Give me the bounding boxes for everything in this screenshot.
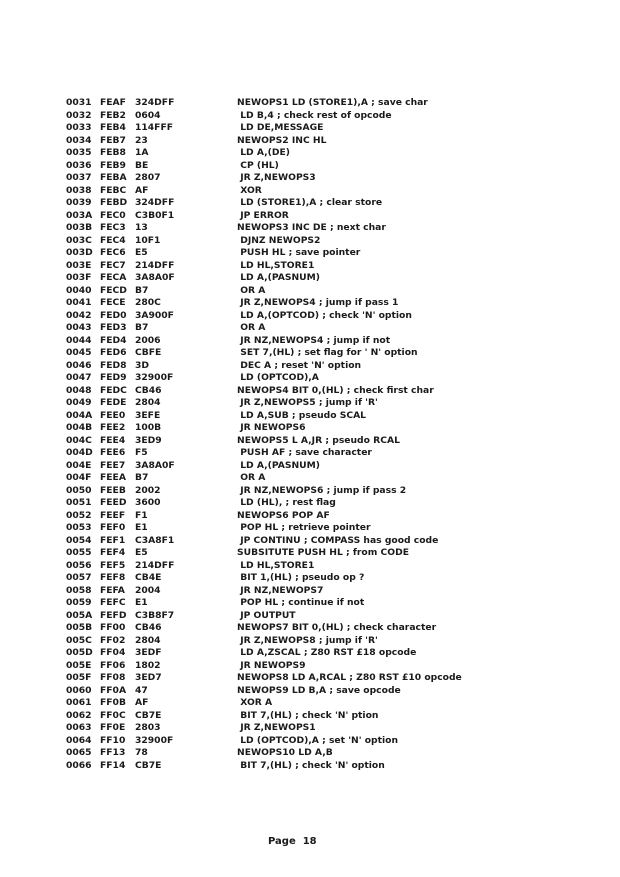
machine-code: 23: [135, 134, 148, 146]
address: FEF4: [100, 547, 126, 558]
line-number: 0045: [66, 347, 92, 358]
line-number: 005A: [66, 609, 93, 621]
listing-line: [66, 285, 546, 298]
listing-line: [66, 260, 546, 273]
address: FEBA: [100, 172, 127, 183]
source-statement: NEWOPS1 LD (STORE1),A ; save char: [237, 97, 428, 108]
source-statement: XOR: [237, 184, 262, 196]
machine-code: B7: [135, 322, 149, 333]
machine-code: 214DFF: [135, 559, 175, 571]
source-statement: JR Z,NEWOPS4 ; jump if pass 1: [237, 297, 399, 308]
address: FF06: [100, 659, 126, 671]
source-statement: PUSH HL ; save pointer: [237, 247, 361, 258]
machine-code: 2004: [135, 584, 161, 596]
line-number: 0058: [66, 584, 92, 596]
listing-line: [66, 297, 546, 310]
machine-code: 3600: [135, 497, 161, 508]
listing-line: [66, 247, 546, 260]
address: FED9: [100, 372, 127, 383]
machine-code: 47: [135, 684, 148, 696]
line-number: 004E: [66, 459, 92, 471]
line-number: 0034: [66, 134, 92, 146]
line-number: 0035: [66, 147, 92, 158]
source-statement: JR NZ,NEWOPS4 ; jump if not: [237, 334, 391, 346]
source-statement: CP (HL): [237, 159, 279, 171]
address: FEE4: [100, 434, 126, 446]
line-number: 0059: [66, 597, 92, 608]
line-number: 0036: [66, 159, 92, 171]
line-number: 0056: [66, 559, 92, 571]
line-number: 0047: [66, 372, 92, 383]
source-statement: LD (OPTCOD),A ; set 'N' option: [237, 734, 399, 746]
line-number: 004A: [66, 409, 93, 421]
machine-code: CB4E: [135, 572, 162, 583]
address: FEC0: [100, 209, 126, 221]
source-statement: NEWOPS10 LD A,B: [237, 747, 333, 758]
source-statement: JR Z,NEWOPS3: [237, 172, 316, 183]
address: FEEA: [100, 472, 126, 483]
listing-line: [66, 622, 546, 635]
address: FEB2: [100, 109, 126, 121]
line-number: 003A: [66, 209, 93, 221]
line-number: 005B: [66, 622, 93, 633]
listing-line: [66, 472, 546, 485]
line-number: 004D: [66, 447, 93, 458]
source-statement: LD A,(DE): [237, 147, 290, 158]
source-statement: LD HL,STORE1: [237, 559, 315, 571]
listing-line: [66, 272, 546, 285]
address: FF08: [100, 672, 126, 683]
machine-code: 78: [135, 747, 148, 758]
listing-line: [66, 710, 546, 723]
machine-code: 3EFE: [135, 409, 161, 421]
source-statement: SET 7,(HL) ; set flag for ' N' option: [237, 347, 418, 358]
machine-code: CB46: [135, 384, 162, 396]
address: FEE0: [100, 409, 126, 421]
address: FED8: [100, 359, 127, 371]
listing-line: [66, 722, 546, 735]
listing-line: [66, 172, 546, 185]
source-statement: JR NZ,NEWOPS6 ; jump if pass 2: [237, 484, 407, 496]
line-number: 0041: [66, 297, 92, 308]
page-number: Page 18: [268, 836, 317, 847]
address: FEF1: [100, 534, 126, 546]
listing-line: [66, 647, 546, 660]
machine-code: B7: [135, 284, 149, 296]
machine-code: 3D: [135, 359, 150, 371]
source-statement: NEWOPS4 BIT 0,(HL) ; check first char: [237, 384, 434, 396]
line-number: 0050: [66, 484, 92, 496]
source-statement: NEWOPS6 POP AF: [237, 509, 330, 521]
address: FED6: [100, 347, 127, 358]
address: FED3: [100, 322, 127, 333]
line-number: 0061: [66, 697, 92, 708]
source-statement: SUBSITUTE PUSH HL ; from CODE: [237, 547, 409, 558]
source-statement: LD A,ZSCAL ; Z80 RST £18 opcode: [237, 647, 417, 658]
address: FEB7: [100, 134, 126, 146]
source-statement: JR NZ,NEWOPS7: [237, 584, 324, 596]
address: FECA: [100, 272, 127, 283]
address: FEB9: [100, 159, 126, 171]
address: FEB4: [100, 122, 126, 133]
machine-code: 2804: [135, 397, 161, 408]
machine-code: 2807: [135, 172, 161, 183]
address: FEBD: [100, 197, 128, 208]
machine-code: BE: [135, 159, 149, 171]
machine-code: 10F1: [135, 234, 161, 246]
listing-line: [66, 522, 546, 535]
line-number: 0052: [66, 509, 92, 521]
listing-line: [66, 585, 546, 598]
line-number: 003D: [66, 247, 93, 258]
source-statement: JP OUTPUT: [237, 609, 296, 621]
source-statement: LD (OPTCOD),A: [237, 372, 319, 383]
machine-code: CB7E: [135, 709, 162, 721]
listing-line: [66, 697, 546, 710]
address: FEEF: [100, 509, 126, 521]
address: FEC4: [100, 234, 126, 246]
machine-code: E1: [135, 522, 148, 533]
line-number: 004F: [66, 472, 92, 483]
listing-line: [66, 635, 546, 648]
line-number: 0060: [66, 684, 92, 696]
line-number: 0053: [66, 522, 92, 533]
address: FEC7: [100, 259, 126, 271]
line-number: 0066: [66, 759, 92, 771]
line-number: 0051: [66, 497, 92, 508]
source-statement: NEWOPS7 BIT 0,(HL) ; check character: [237, 622, 437, 633]
machine-code: 3A900F: [135, 309, 174, 321]
listing-line: [66, 660, 546, 673]
address: FF02: [100, 634, 126, 646]
line-number: 004B: [66, 422, 93, 433]
listing-line: [66, 760, 546, 773]
machine-code: 114FFF: [135, 122, 174, 133]
address: FEB8: [100, 147, 126, 158]
address: FF0A: [100, 684, 127, 696]
source-statement: NEWOPS8 LD A,RCAL ; Z80 RST £10 opcode: [237, 672, 462, 683]
listing-line: [66, 685, 546, 698]
address: FED0: [100, 309, 127, 321]
source-statement: LD (HL), ; rest flag: [237, 497, 336, 508]
source-statement: OR A: [237, 472, 266, 483]
machine-code: C3A8F1: [135, 534, 175, 546]
listing-line: [66, 572, 546, 585]
source-statement: JR Z,NEWOPS5 ; jump if 'R': [237, 397, 378, 408]
assembly-listing: [66, 97, 546, 772]
line-number: 0048: [66, 384, 92, 396]
address: FEDC: [100, 384, 127, 396]
machine-code: 2006: [135, 334, 161, 346]
listing-line: [66, 735, 546, 748]
machine-code: CB7E: [135, 759, 162, 771]
machine-code: 32900F: [135, 372, 174, 383]
source-statement: BIT 7,(HL) ; check 'N' option: [237, 759, 385, 771]
source-statement: PUSH AF ; save character: [237, 447, 372, 458]
address: FEDE: [100, 397, 127, 408]
source-statement: JP CONTINU ; COMPASS has good code: [237, 534, 439, 546]
address: FEAF: [100, 97, 126, 108]
source-statement: DJNZ NEWOPS2: [237, 234, 321, 246]
machine-code: 3ED9: [135, 434, 162, 446]
machine-code: C3B0F1: [135, 209, 175, 221]
machine-code: CB46: [135, 622, 162, 633]
address: FECE: [100, 297, 126, 308]
line-number: 0062: [66, 709, 92, 721]
source-statement: LD B,4 ; check rest of opcode: [237, 109, 392, 121]
listing-line: [66, 497, 546, 510]
source-statement: NEWOPS3 INC DE ; next char: [237, 222, 386, 233]
address: FEF5: [100, 559, 126, 571]
address: FF0B: [100, 697, 126, 708]
source-statement: OR A: [237, 284, 266, 296]
line-number: 0031: [66, 97, 92, 108]
listing-line: [66, 385, 546, 398]
machine-code: 2804: [135, 634, 161, 646]
line-number: 003E: [66, 259, 92, 271]
listing-line: [66, 460, 546, 473]
source-statement: LD A,SUB ; pseudo SCAL: [237, 409, 367, 421]
machine-code: 2002: [135, 484, 161, 496]
machine-code: E1: [135, 597, 148, 608]
line-number: 0057: [66, 572, 92, 583]
listing-line: [66, 335, 546, 348]
machine-code: 324DFF: [135, 97, 175, 108]
source-statement: LD A,(PASNUM): [237, 459, 320, 471]
machine-code: E5: [135, 547, 148, 558]
address: FEFD: [100, 609, 127, 621]
source-statement: JR Z,NEWOPS8 ; jump if 'R': [237, 634, 378, 646]
address: FEFC: [100, 597, 126, 608]
machine-code: AF: [135, 184, 149, 196]
source-statement: DEC A ; reset 'N' option: [237, 359, 362, 371]
source-statement: JR NEWOPS9: [237, 659, 306, 671]
line-number: 003C: [66, 234, 92, 246]
address: FEF0: [100, 522, 126, 533]
line-number: 0055: [66, 547, 92, 558]
source-statement: LD A,(OPTCOD) ; check 'N' option: [237, 309, 412, 321]
source-statement: POP HL ; retrieve pointer: [237, 522, 371, 533]
source-statement: OR A: [237, 322, 266, 333]
address: FEC3: [100, 222, 126, 233]
line-number: 0042: [66, 309, 92, 321]
address: FEE7: [100, 459, 126, 471]
machine-code: AF: [135, 697, 149, 708]
listing-line: [66, 535, 546, 548]
address: FECD: [100, 284, 127, 296]
address: FEC6: [100, 247, 126, 258]
machine-code: B7: [135, 472, 149, 483]
address: FF0E: [100, 722, 126, 733]
address: FF10: [100, 734, 126, 746]
machine-code: 32900F: [135, 734, 174, 746]
line-number: 003F: [66, 272, 92, 283]
source-statement: NEWOPS2 INC HL: [237, 134, 327, 146]
source-statement: JR Z,NEWOPS1: [237, 722, 316, 733]
listing-line: [66, 485, 546, 498]
listing-line: [66, 235, 546, 248]
address: FF00: [100, 622, 126, 633]
source-statement: JP ERROR: [237, 209, 289, 221]
listing-line: [66, 160, 546, 173]
listing-line: [66, 560, 546, 573]
source-statement: NEWOPS5 L A,JR ; pseudo RCAL: [237, 434, 400, 446]
listing-line: [66, 435, 546, 448]
machine-code: 3A8A0F: [135, 272, 175, 283]
listing-line: [66, 222, 546, 235]
address: FF13: [100, 747, 126, 758]
line-number: 0037: [66, 172, 92, 183]
machine-code: 100B: [135, 422, 162, 433]
source-statement: LD DE,MESSAGE: [237, 122, 324, 133]
address: FEE2: [100, 422, 126, 433]
machine-code: 2803: [135, 722, 161, 733]
address: FF14: [100, 759, 126, 771]
listing-line: [66, 447, 546, 460]
line-number: 003B: [66, 222, 93, 233]
address: FEFA: [100, 584, 125, 596]
line-number: 0046: [66, 359, 92, 371]
source-statement: LD A,(PASNUM): [237, 272, 320, 283]
listing-line: [66, 410, 546, 423]
listing-line: [66, 110, 546, 123]
source-statement: LD HL,STORE1: [237, 259, 315, 271]
machine-code: 214DFF: [135, 259, 175, 271]
listing-line: [66, 422, 546, 435]
listing-line: [66, 510, 546, 523]
machine-code: 324DFF: [135, 197, 175, 208]
listing-line: [66, 310, 546, 323]
machine-code: E5: [135, 247, 148, 258]
machine-code: 13: [135, 222, 148, 233]
listing-line: [66, 372, 546, 385]
address: FF04: [100, 647, 126, 658]
line-number: 005E: [66, 659, 92, 671]
source-statement: LD (STORE1),A ; clear store: [237, 197, 383, 208]
machine-code: 3ED7: [135, 672, 162, 683]
listing-line: [66, 135, 546, 148]
listing-line: [66, 97, 546, 110]
source-statement: JR NEWOPS6: [237, 422, 306, 433]
line-number: 0064: [66, 734, 92, 746]
address: FEE6: [100, 447, 126, 458]
line-number: 0043: [66, 322, 92, 333]
machine-code: C3B8F7: [135, 609, 175, 621]
listing-line: [66, 360, 546, 373]
machine-code: 280C: [135, 297, 161, 308]
machine-code: 1802: [135, 659, 161, 671]
line-number: 0039: [66, 197, 92, 208]
listing-line: [66, 347, 546, 360]
source-statement: POP HL ; continue if not: [237, 597, 365, 608]
line-number: 004C: [66, 434, 92, 446]
line-number: 0038: [66, 184, 92, 196]
listing-line: [66, 610, 546, 623]
source-statement: BIT 1,(HL) ; pseudo op ?: [237, 572, 365, 583]
line-number: 0063: [66, 722, 92, 733]
listing-line: [66, 397, 546, 410]
address: FED4: [100, 334, 127, 346]
listing-line: [66, 322, 546, 335]
listing-line: [66, 547, 546, 560]
line-number: 005D: [66, 647, 93, 658]
machine-code: 1A: [135, 147, 149, 158]
listing-line: [66, 185, 546, 198]
machine-code: 0604: [135, 109, 161, 121]
listing-line: [66, 672, 546, 685]
listing-line: [66, 147, 546, 160]
address: FEEB: [100, 484, 126, 496]
listing-line: [66, 197, 546, 210]
machine-code: F5: [135, 447, 148, 458]
line-number: 0065: [66, 747, 92, 758]
listing-line: [66, 210, 546, 223]
address: FEF8: [100, 572, 126, 583]
listing-line: [66, 747, 546, 760]
machine-code: 3A8A0F: [135, 459, 175, 471]
line-number: 0040: [66, 284, 92, 296]
listing-line: [66, 597, 546, 610]
source-statement: BIT 7,(HL) ; check 'N' ption: [237, 709, 379, 721]
line-number: 0033: [66, 122, 92, 133]
address: FF0C: [100, 709, 126, 721]
source-statement: NEWOPS9 LD B,A ; save opcode: [237, 684, 401, 696]
listing-line: [66, 122, 546, 135]
line-number: 0044: [66, 334, 92, 346]
line-number: 0049: [66, 397, 92, 408]
line-number: 0054: [66, 534, 92, 546]
machine-code: 3EDF: [135, 647, 162, 658]
address: FEED: [100, 497, 127, 508]
line-number: 005F: [66, 672, 92, 683]
line-number: 0032: [66, 109, 92, 121]
machine-code: CBFE: [135, 347, 162, 358]
address: FEBC: [100, 184, 127, 196]
source-statement: XOR A: [237, 697, 273, 708]
line-number: 005C: [66, 634, 92, 646]
machine-code: F1: [135, 509, 148, 521]
